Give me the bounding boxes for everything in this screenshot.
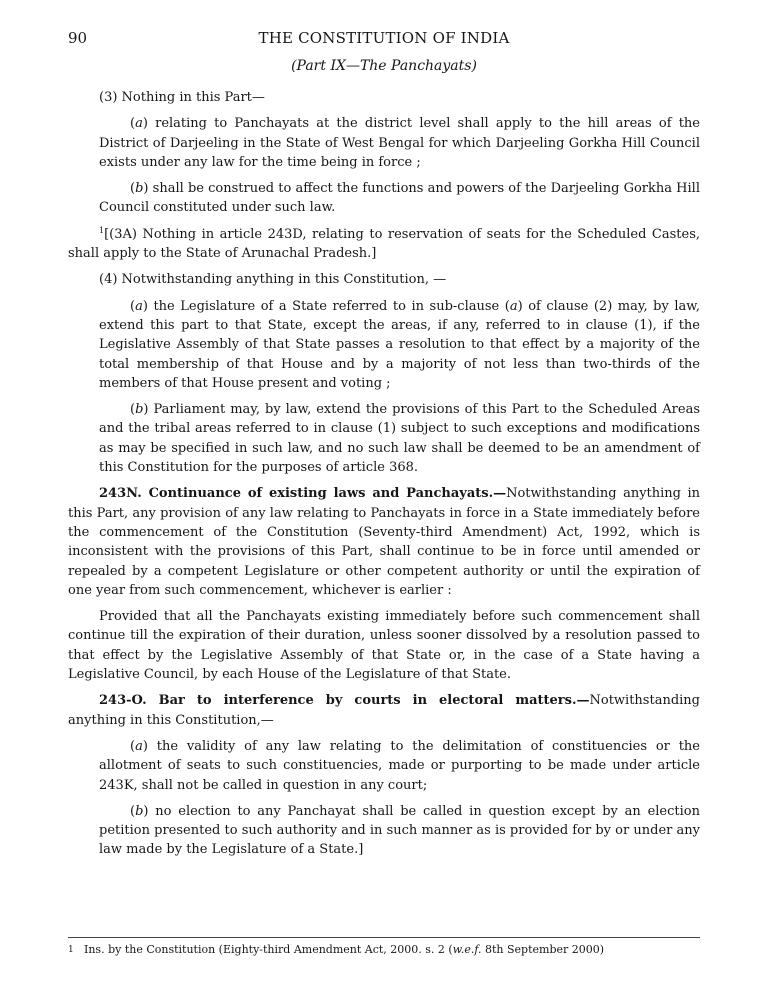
clause-label: a (135, 298, 143, 314)
page-number: 90 (68, 29, 88, 47)
footnote-text-italic: w.e.f. (452, 943, 482, 956)
clause-3-a: (a) relating to Panchayats at the district level shall apply to the hill areas of the District of Darjeeling in the State of West Bengal for which Darjeeling Gorkha Hill Council exists under any law for the time being in force ; (99, 116, 700, 170)
clause-text: no election to any Panchayat shall be called in question except by an election petition presented to such authority and in such manner as is provided for by or under any law made by the Legislature of a State.] (99, 803, 700, 858)
footnote-ref: 1 (99, 225, 105, 235)
clause-text: shall be construed to affect the functions and powers of the Darjeeling Gorkha Hill Council constituted under such law. (99, 181, 700, 216)
clause-4-intro: (4) Notwithstanding anything in this Constitution, — (99, 272, 447, 288)
document-body (68, 88, 700, 867)
clause-label: a (135, 738, 143, 754)
clause-3a (68, 225, 700, 264)
clause-inline-ref: a (509, 298, 518, 314)
clause-text: the Legislature of a State referred to in sub-clause ( (147, 298, 510, 314)
clause-label: b (135, 181, 144, 197)
clause-label: b (135, 402, 144, 418)
clause-text: [(3A) Nothing in article 243D, relating to reservation of seats for the Scheduled Castes, shall apply to the State of Arunachal Pradesh.] (68, 226, 700, 262)
section-heading: 243-O. Bar to interference by courts in electoral matters.— (99, 693, 590, 709)
section-243o (68, 691, 700, 730)
footnote-text: 8th September 2000) (481, 943, 605, 956)
clause-text: Parliament may, by law, extend the provisions of this Part to the Scheduled Areas and the tribal areas referred to in clause (1) subject to such exceptions and modifications as may be specified in such law, and no such law shall be deemed to be an amendment of this Constitution for the purposes of article 368. (99, 402, 700, 476)
clause-text: ) of clause (2) may, by law, extend this part to that State, except the areas, if any, referred to in clause (1), if the Legislative Assembly of that State passes a resolution to that effect by a majority of the total membership of that House and by a majority of not less than two-thirds of the members of that House present and voting ; (99, 298, 700, 391)
clause-3-intro: (3) Nothing in this Part— (99, 90, 265, 105)
section-heading: 243N. Continuance of existing laws and Panchayats.— (99, 486, 507, 502)
section-text: Notwithstanding anything in this Constitution,— (68, 693, 700, 728)
footnote-text: Ins. by the Constitution (Eighty-third Amendment Act, 2000. s. 2 ( (84, 943, 453, 956)
part-heading: (Part IX—The Panchayats) (291, 58, 477, 74)
section-243o-a: (a) the validity of any law relating to the delimitation of constituencies or the allotment of seats to such constituencies, made or purporting to be made under article 243K, shall not be called in question in any court; (99, 738, 700, 793)
section-243o-b: (b) no election to any Panchayat shall be called in question except by an election petition presented to such authority and in such manner as is provided for by or under any law made by the Legislature of a State.] (99, 803, 700, 858)
section-text: Notwithstanding anything in this Part, any provision of any law relating to Panchayats in force in a State immediately before the commencement of the Constitution (Seventy-third Amendment) Act, 1992, which is inconsistent with the provisions of this Part, shall continue to be in force until amended or repealed by a competent Legislature or other competent authority or until the expiration of one year from such commencement, whichever is earlier : (68, 486, 700, 598)
clause-4-b: (b) Parliament may, by law, extend the provisions of this Part to the Scheduled Areas and the tribal areas referred to in clause (1) subject to such exceptions and modifications as may be specified in such law, and no such law shall be deemed to be an amendment of this Constitution for the purposes of article 368. (99, 402, 700, 476)
footnote-number: 1 (68, 945, 74, 955)
clause-label: b (135, 803, 144, 819)
clause-text: the validity of any law relating to the delimitation of constituencies or the allotment of seats to such constituencies, made or purporting to be made under article 243K, shall not be called in question in any court; (99, 738, 700, 793)
section-243n (68, 484, 700, 600)
section-243n-proviso: Provided that all the Panchayats existing immediately before such commencement shall continue till the expiration of their duration, unless sooner dissolved by a resolution passed to that effect by the Legislative Assembly of that State or, in the case of a State having a Legislative Council, by each House of the Legislature of that State. (68, 609, 700, 683)
clause-4-a: (a) the Legislature of a State referred to in sub-clause (a) of clause (2) may, by law, extend this part to that State, except the areas, if any, referred to in clause (1), if the Legislative Assembly of that State passes a resolution to that effect by a majority of the total membership of that House and by a majority of not less than two-thirds of the members of that House present and voting ; (99, 298, 700, 391)
clause-label: a (135, 116, 143, 132)
running-head: THE CONSTITUTION OF INDIA (258, 29, 510, 47)
clause-text: relating to Panchayats at the district level shall apply to the hill areas of the District of Darjeeling in the State of West Bengal for which Darjeeling Gorkha Hill Council exists under any law for the time being in force ; (99, 116, 700, 170)
footnote (68, 943, 708, 957)
footnote-divider (68, 937, 700, 938)
clause-3-b: (b) shall be construed to affect the functions and powers of the Darjeeling Gorkha Hill Council constituted under such law. (99, 181, 700, 216)
